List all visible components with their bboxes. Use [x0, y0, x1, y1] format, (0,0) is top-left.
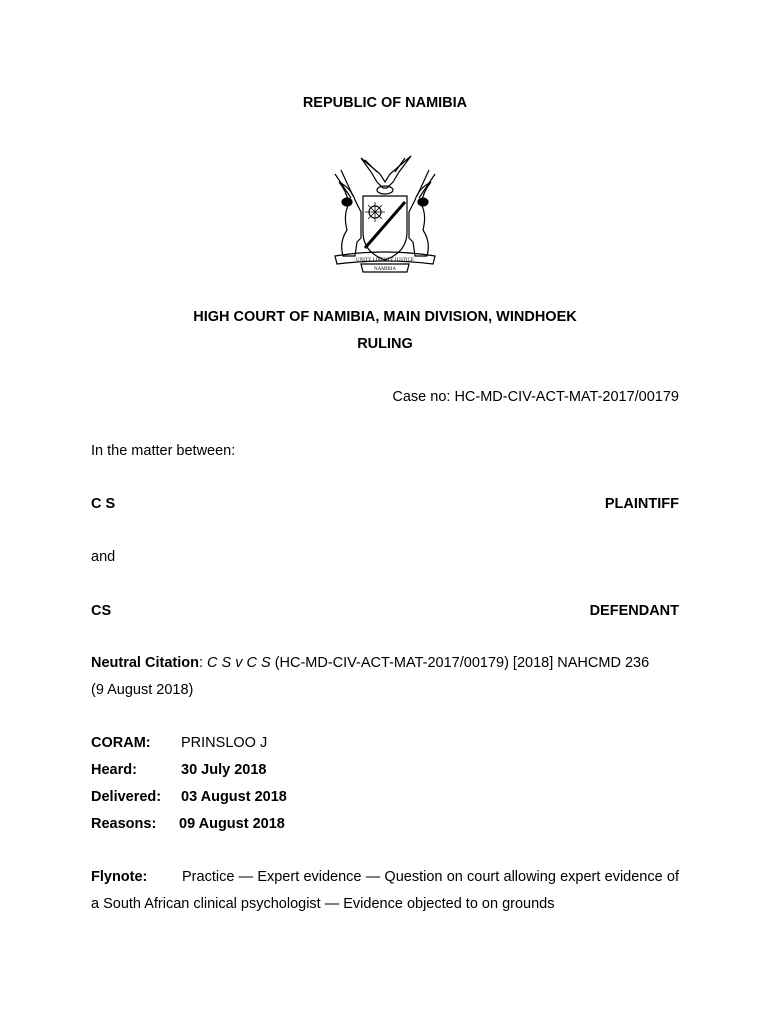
coat-of-arms-emblem — [325, 152, 445, 276]
plaintiff-role: PLAINTIFF — [604, 496, 679, 512]
case-number: Case no: HC-MD-CIV-ACT-MAT-2017/00179 — [392, 389, 679, 405]
neutral-citation — [91, 650, 679, 704]
citation-label: Neutral Citation — [91, 655, 199, 671]
heard-value: 30 July 2018 — [181, 762, 267, 778]
coat-ribbon-text: NAMIBIA — [374, 267, 396, 272]
parties-conjunction: and — [91, 549, 116, 565]
flynote-label: Flynote: — [91, 869, 148, 885]
delivered-label: Delivered: — [91, 789, 162, 805]
matter-intro: In the matter between: — [91, 443, 236, 459]
flynote-paragraph — [91, 864, 679, 918]
coram-label: CORAM: — [91, 735, 151, 751]
defendant-name: CS — [91, 603, 112, 619]
citation-case-name: C S v C S — [207, 655, 271, 671]
reasons-label: Reasons: — [91, 816, 157, 832]
citation-rest-line1: (HC-MD-CIV-ACT-MAT-2017/00179) [2018] NAHCMD 236 — [270, 655, 650, 671]
plaintiff-name: C S — [91, 496, 116, 512]
reasons-value: 09 August 2018 — [179, 816, 285, 832]
court-heading: HIGH COURT OF NAMIBIA, MAIN DIVISION, WINDHOEK — [193, 309, 577, 325]
heard-label: Heard: — [91, 762, 137, 778]
citation-sep: : — [198, 655, 208, 671]
republic-heading: REPUBLIC OF NAMIBIA — [302, 95, 468, 111]
coat-motto-text: UNITY LIBERTY JUSTICE — [356, 258, 414, 263]
flynote-text: Practice — Expert evidence — Question on court allowing expert evidence of a South African clinical psychologist — Evidence objected to on grounds — [91, 869, 679, 912]
defendant-role: DEFENDANT — [589, 603, 679, 619]
delivered-value: 03 August 2018 — [181, 789, 287, 805]
coram-value: PRINSLOO J — [181, 735, 268, 751]
ruling-heading: RULING — [357, 336, 413, 352]
citation-rest-line2: (9 August 2018) — [91, 682, 194, 698]
